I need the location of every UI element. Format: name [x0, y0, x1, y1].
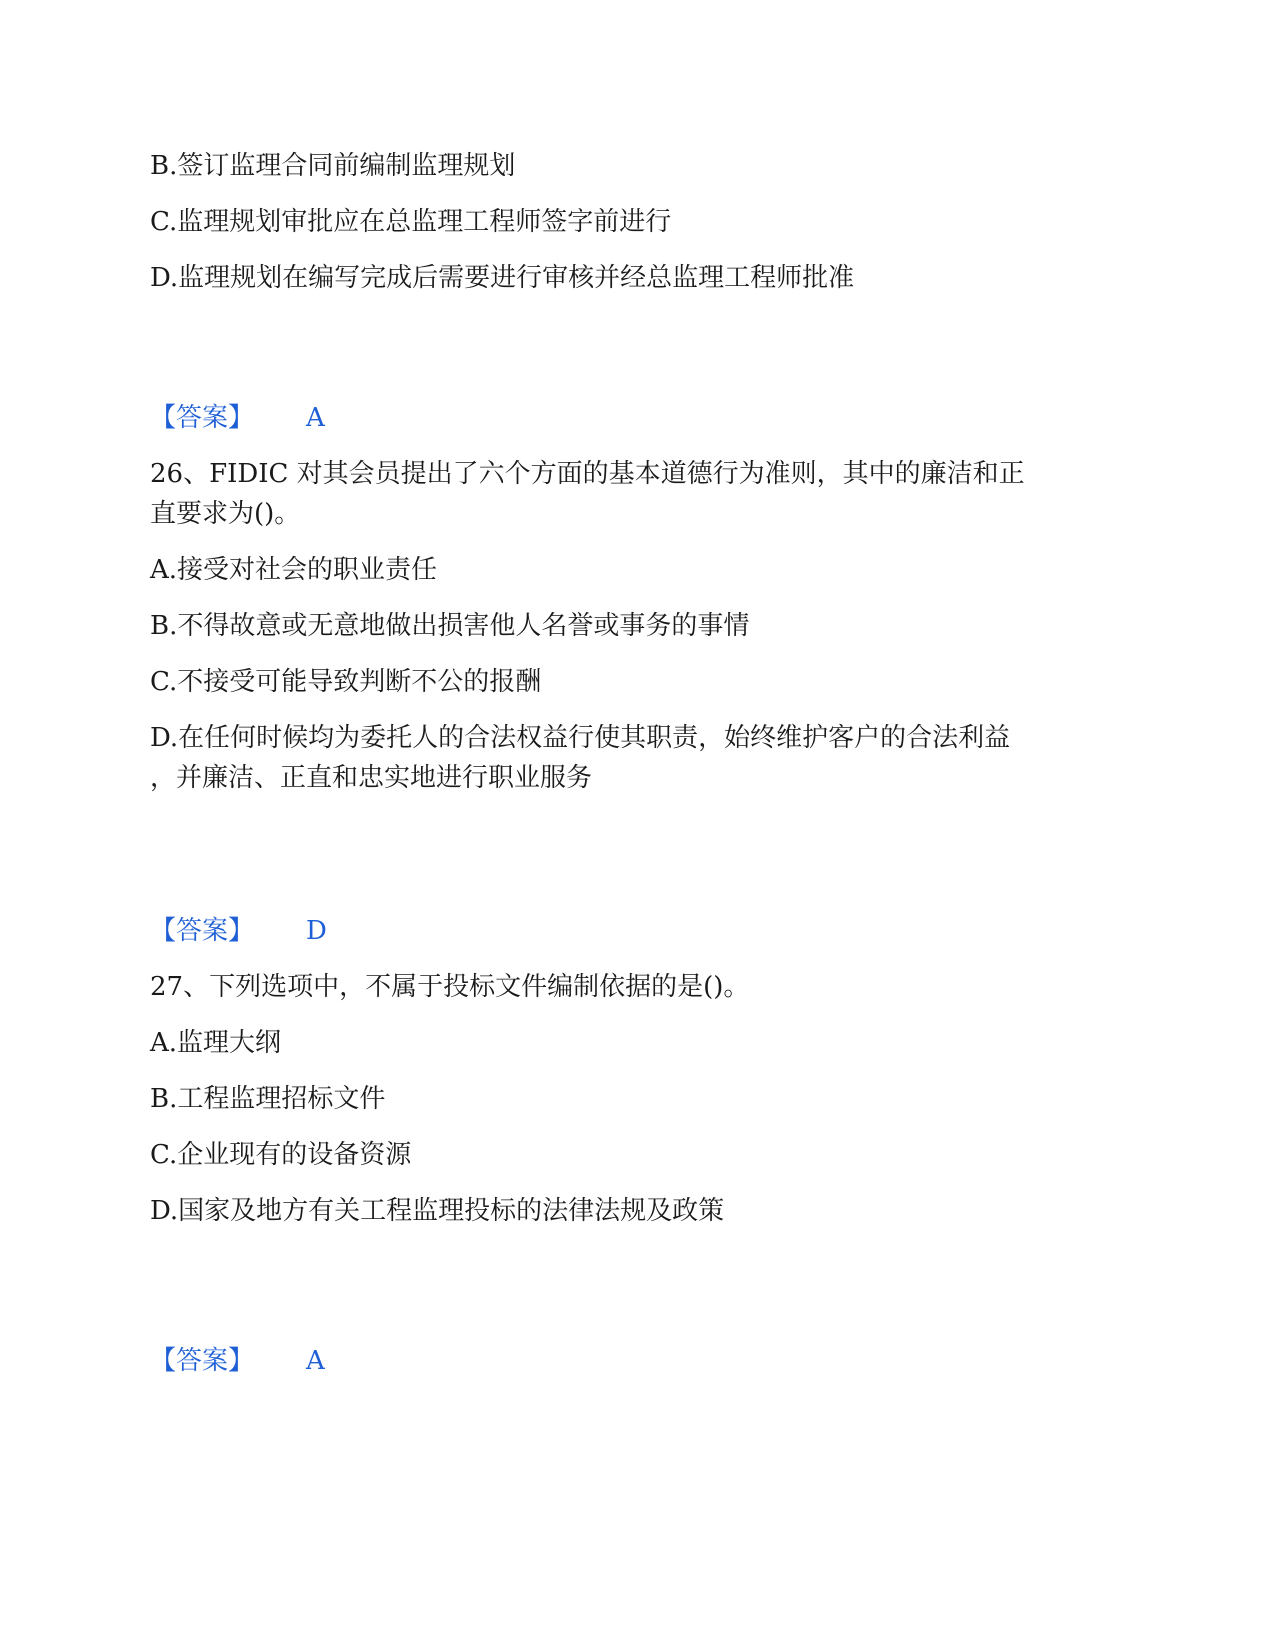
- q27-option-a: A.监理大纲: [150, 1028, 282, 1058]
- q27-option-b: B.工程监理招标文件: [150, 1084, 386, 1114]
- q25-option-d: D.监理规划在编写完成后需要进行审核并经总监理工程师批准: [150, 263, 855, 293]
- q25-answer: [150, 398, 325, 438]
- q27-answer: [150, 1341, 325, 1381]
- q26-stem-line-2: 直要求为()。: [150, 499, 301, 529]
- answer-value: A: [306, 1346, 325, 1376]
- answer-label: 【答案】: [150, 916, 255, 946]
- q26-option-b: B.不得故意或无意地做出损害他人名誉或事务的事情: [150, 611, 750, 641]
- q27-option-c: C.企业现有的设备资源: [150, 1140, 412, 1170]
- q26-option-c: C.不接受可能导致判断不公的报酬: [150, 667, 542, 697]
- q26-stem-line-1: 26、FIDIC 对其会员提出了六个方面的基本道德行为准则，其中的廉洁和正: [150, 459, 1025, 489]
- answer-label: 【答案】: [150, 403, 255, 433]
- q27-stem: 27、下列选项中，不属于投标文件编制依据的是()。: [150, 972, 750, 1002]
- q26-option-d-line-2: ，并廉洁、正直和忠实地进行职业服务: [150, 763, 593, 793]
- q26-option-d-line-1: D.在任何时候均为委托人的合法权益行使其职责，始终维护客户的合法利益: [150, 723, 1011, 753]
- q26-option-a: A.接受对社会的职业责任: [150, 555, 438, 585]
- answer-value: A: [306, 403, 325, 433]
- q26-answer: [150, 911, 327, 951]
- answer-value: D: [306, 916, 327, 946]
- q27-option-d: D.国家及地方有关工程监理投标的法律法规及政策: [150, 1196, 725, 1226]
- q25-option-b: B.签订监理合同前编制监理规划: [150, 151, 516, 181]
- q25-option-c: C.监理规划审批应在总监理工程师签字前进行: [150, 207, 672, 237]
- answer-label: 【答案】: [150, 1346, 255, 1376]
